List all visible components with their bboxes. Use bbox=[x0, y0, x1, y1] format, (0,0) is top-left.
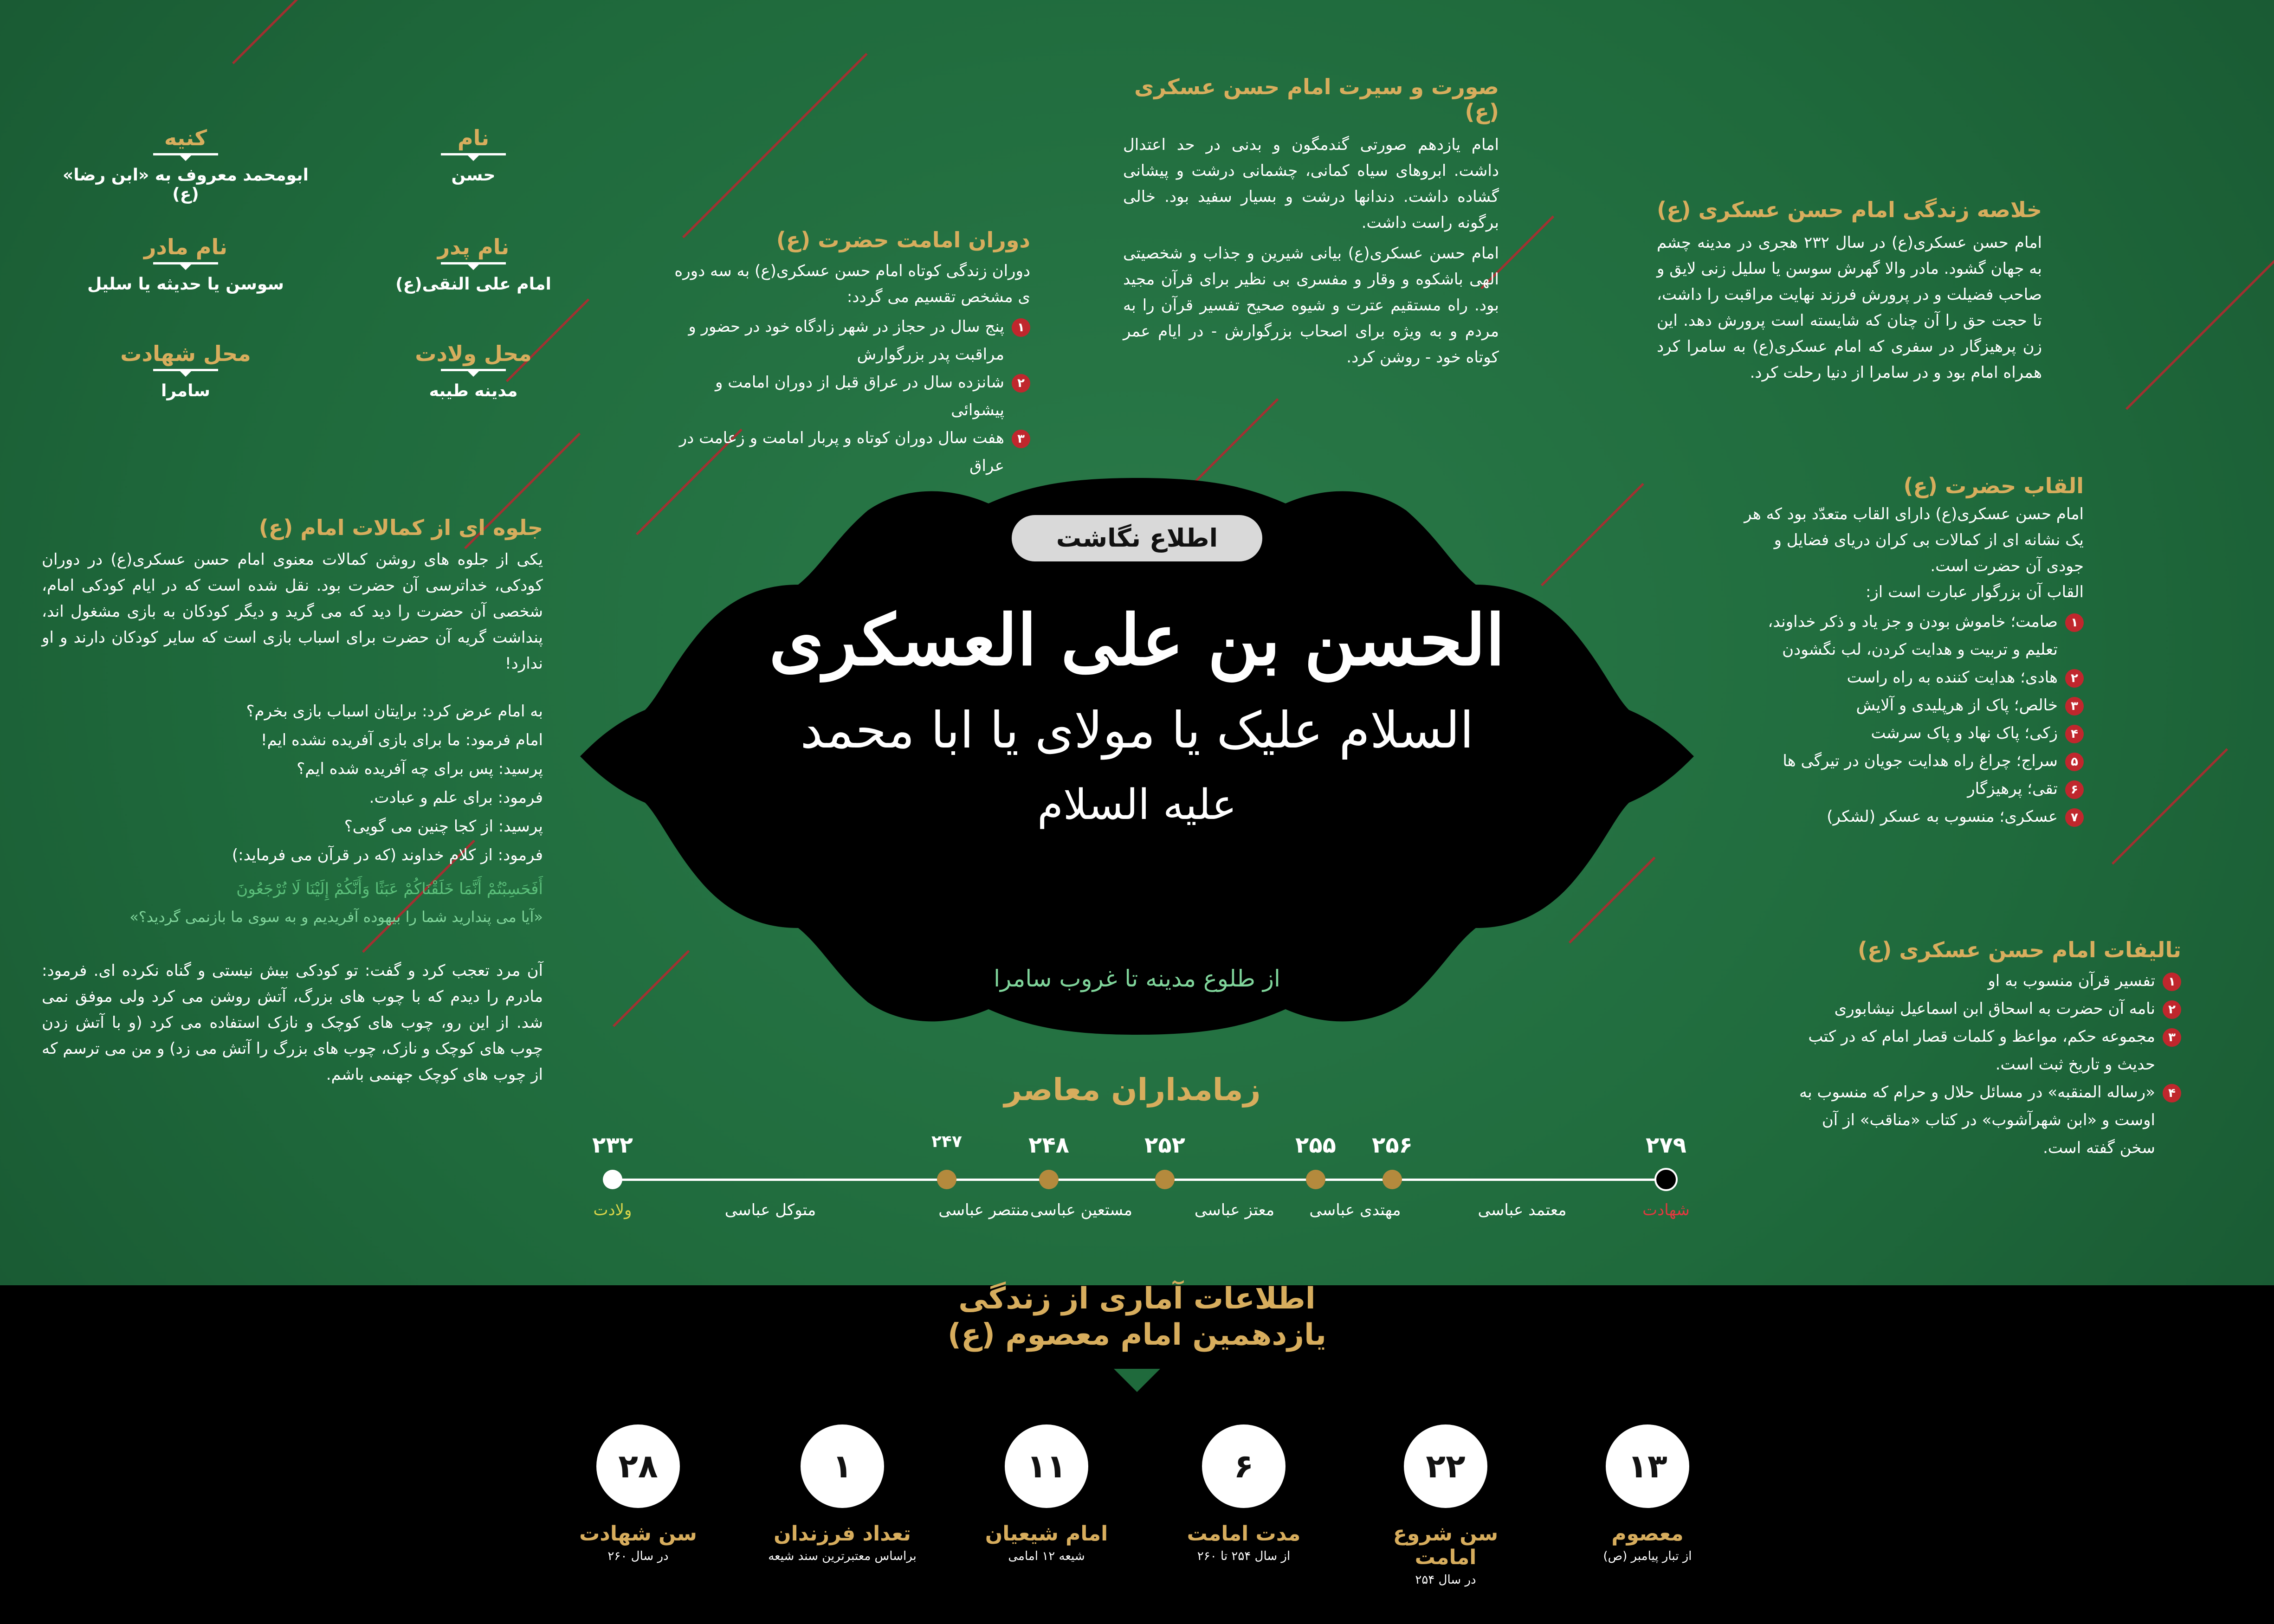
info-label: محل ولادت bbox=[415, 341, 532, 366]
list-item bbox=[1782, 1023, 2181, 1078]
list-item-text: تفسیر قرآن منسوب به او bbox=[1988, 972, 2155, 990]
timeline-year: ۲۵۲ bbox=[1144, 1132, 1185, 1158]
list-item-text: نامه آن حضرت به اسحاق ابن اسماعیل نیشابوری bbox=[1834, 999, 2155, 1018]
number-badge: ۱ bbox=[1012, 318, 1030, 337]
timeline-line bbox=[613, 1179, 1666, 1181]
list-item-text: عسکری؛ منسوب به عسکر (لشکر) bbox=[1827, 807, 2058, 826]
number-badge: ۲ bbox=[1012, 374, 1030, 393]
list-item-text: زکی؛ پاک نهاد و پاک سرشت bbox=[1871, 724, 2058, 742]
dialogue-line: به امام عرض کرد: برایتان اسباب بازی بخرم؟ bbox=[246, 702, 543, 721]
dialogue-line: فرمود: از کلام خداوند (که در قرآن می فرماید:) bbox=[232, 846, 543, 864]
info-underline bbox=[441, 153, 506, 155]
list-item-text: شانزده سال در عراق قبل از دوران امامت و پیشوائی bbox=[715, 373, 1004, 419]
section-paragraph: امام حسن عسکری(ع) دارای القاب متعدّد بود که هر یک نشانه ای از کمالات بی کران دریای فضایل و جودی آن حضرت است. bbox=[1744, 505, 2084, 575]
timeline-ruler-name: مستعین عباسی bbox=[1030, 1201, 1132, 1219]
number-badge: ۶ bbox=[2065, 780, 2084, 799]
stat-value: ۶ bbox=[1202, 1424, 1286, 1508]
summary-section bbox=[1657, 197, 2042, 386]
calligraphy-line: الحسن بن علی العسکری bbox=[769, 599, 1505, 681]
timeline-title: زمامداران معاصر bbox=[1004, 1072, 1261, 1108]
stat-value: ۱۱ bbox=[1005, 1424, 1088, 1508]
info-birthplace bbox=[394, 341, 552, 400]
timeline-year: ۲۳۲ bbox=[592, 1132, 633, 1158]
works-section bbox=[1782, 937, 2181, 1162]
info-mother bbox=[65, 234, 306, 294]
titles-section bbox=[1740, 473, 2084, 831]
titles-list bbox=[1740, 608, 2084, 831]
number-badge: ۳ bbox=[2163, 1028, 2181, 1047]
list-item bbox=[1740, 664, 2084, 691]
timeline-ruler-name: منتصر عباسی bbox=[938, 1201, 1029, 1219]
number-badge: ۷ bbox=[2065, 808, 2084, 827]
section-paragraph: امام حسن عسکری(ع) بیانی شیرین و جذاب و شخصیتی الهی باشکوه و وقار و مفسری بی نظیر برای قرآن مجید بود. راه مستقیم عترت و شیوه صحیح تفسیر قرآن را به مردم و به ویژه برای اصحاب بزرگوارش - در ایام عمر کوتاه خود - روشن کرد. bbox=[1123, 244, 1499, 367]
list-item bbox=[1782, 995, 2181, 1023]
list-item bbox=[659, 368, 1030, 424]
verse-translation: «آیا می پندارید شما را بیهوده آفریدیم و به سوی ما بازنمی گردید؟» bbox=[129, 908, 543, 926]
section-paragraph: یکی از جلوه های روشن کمالات معنوی امام حسن عسکری(ع) در دوران کودکی، خداترسی آن حضرت بود. نقل شده است که در ایام کودکی امام، شخصی آن حضرت را دید که می گرید و دیگر کودکان به بازی مشغول اند، پنداشت گریه آن حضرت برای اسباب بازی است که سایر کودکان دارند و او ندارد! bbox=[42, 550, 543, 673]
number-badge: ۱ bbox=[2065, 613, 2084, 632]
number-badge: ۲ bbox=[2163, 1000, 2181, 1019]
number-badge: ۱ bbox=[2163, 973, 2181, 991]
works-list bbox=[1782, 967, 2181, 1162]
timeline-node bbox=[1039, 1170, 1059, 1189]
info-label: کنیه bbox=[164, 125, 207, 150]
imamate-section bbox=[659, 227, 1030, 480]
stat-subtitle: شیعه ۱۲ امامی bbox=[1008, 1549, 1085, 1563]
decorative-slash bbox=[682, 53, 868, 238]
section-intro: دوران زندگی کوتاه امام حسن عسکری(ع) به سه دوره ی مشخص تقسیم می گردد: bbox=[674, 262, 1030, 306]
info-label: نام پدر bbox=[437, 234, 510, 259]
stat-value: ۱۳ bbox=[1606, 1424, 1689, 1508]
info-underline bbox=[441, 369, 506, 371]
section-paragraph: امام یازدهم صورتی گندمگون و بدنی در حد اعتدال داشت. ابروهای سیاه کمانی، چشمانی درشت و پیشانی گشاده داشت. دندانها درشت و بسیار سفید بود. خالی برگونه راست داشت. bbox=[1123, 135, 1499, 232]
timeline-node bbox=[603, 1170, 622, 1189]
list-item bbox=[659, 424, 1030, 480]
timeline-year: ۲۷۹ bbox=[1646, 1132, 1686, 1158]
stat-title: امام شیعیان bbox=[985, 1522, 1108, 1546]
list-item-text: تقی؛ پرهیزگار bbox=[1967, 780, 2058, 798]
timeline-node bbox=[1382, 1170, 1402, 1189]
info-father bbox=[385, 234, 562, 294]
info-value: امام علی النقی(ع) bbox=[395, 275, 551, 294]
info-underline bbox=[153, 153, 218, 155]
number-badge: ۴ bbox=[2065, 725, 2084, 743]
stat-item bbox=[968, 1424, 1125, 1563]
timeline-year: ۲۴۸ bbox=[1028, 1132, 1069, 1158]
list-item-text: صامت؛ خاموش بودن و جز یاد و ذکر خداوند، تعلیم و تربیت و هدایت کردن، لب نگشودن bbox=[1768, 612, 2058, 659]
list-item bbox=[1740, 691, 2084, 719]
center-badge-text: اطلاع نگاشت bbox=[1056, 523, 1218, 553]
number-badge: ۵ bbox=[2065, 753, 2084, 771]
stat-title: سن شهادت bbox=[579, 1522, 697, 1546]
dialogue-line: فرمود: برای علم و عبادت. bbox=[369, 788, 543, 807]
stats-title bbox=[882, 1281, 1392, 1353]
section-paragraph: امام حسن عسکری(ع) در سال ۲۳۲ هجری در مدینه چشم به جهان گشود. مادر والا گهرش سوسن یا سلیل زنی لایق و صاحب فضیلت و در پرورش فرزند نهایت مراقبت را داشت، تا حجت حق را آن چنان که شایسته است پرورش دهد. این زن پرهیزگار در سفری که امام عسکری(ع) به سامرا کرد همراه امام بود و در سامرا از دنیا رحلت کرد. bbox=[1657, 233, 2042, 382]
stat-subtitle: از تبار پیامبر (ص) bbox=[1603, 1549, 1692, 1563]
stats-notch bbox=[1114, 1369, 1160, 1392]
center-subtitle: از طلوع مدینه تا غروب سامرا bbox=[994, 965, 1280, 992]
stat-subtitle: در سال ۲۶۰ bbox=[607, 1549, 669, 1563]
section-title: القاب حضرت (ع) bbox=[1903, 473, 2084, 498]
section-title: صورت و سیرت امام حسن عسکری (ع) bbox=[1134, 74, 1499, 124]
appearance-section bbox=[1123, 74, 1499, 370]
info-value: سوسن یا حدیثه یا سلیل bbox=[87, 275, 284, 294]
list-item bbox=[1740, 608, 2084, 664]
calligraphy-line: السلام علیک یا مولای یا ابا محمد bbox=[800, 702, 1474, 760]
stat-title: سن شروع امامت bbox=[1393, 1522, 1499, 1569]
quran-verse: أَفَحَسِبْتُمْ أَنَّمَا خَلَقْنَاكُمْ عَبَثًا وَأَنَّكُمْ إِلَيْنَا لَا تُرْجَعُونَ bbox=[236, 880, 543, 898]
info-value: سامرا bbox=[161, 381, 210, 400]
list-item bbox=[1740, 719, 2084, 747]
timeline-ruler-name: مهتدی عباسی bbox=[1309, 1201, 1401, 1219]
virtues-section bbox=[42, 515, 543, 1088]
dialogue-line: پرسید: از کجا چنین می گویی؟ bbox=[344, 817, 543, 836]
info-underline bbox=[441, 262, 506, 264]
decorative-slash bbox=[232, 0, 385, 64]
timeline-node bbox=[1155, 1170, 1175, 1189]
timeline-start-label: ولادت bbox=[593, 1201, 632, 1219]
stat-item bbox=[1569, 1424, 1726, 1563]
list-item-text: سراج؛ چراغ راه هدایت جویان در تیرگی ها bbox=[1783, 752, 2058, 770]
stat-title: تعداد فرزندان bbox=[774, 1522, 911, 1546]
info-martyrdom-place bbox=[102, 341, 269, 400]
decorative-slash bbox=[2125, 254, 2274, 410]
info-label: نام مادر bbox=[143, 234, 228, 259]
info-label: محل شهادت bbox=[120, 341, 251, 366]
number-badge: ۲ bbox=[2065, 669, 2084, 688]
list-item bbox=[659, 313, 1030, 368]
info-value: مدینه طیبه bbox=[429, 381, 518, 400]
calligraphy-line: علیه السلام bbox=[1037, 780, 1237, 829]
list-item-text: هادی؛ هدایت کننده به راه راست bbox=[1847, 668, 2058, 687]
stats-title-line: اطلاعات آماری از زندگی bbox=[958, 1282, 1316, 1316]
list-item bbox=[1782, 1078, 2181, 1162]
dialogue bbox=[42, 697, 543, 870]
timeline-ruler-name: معتمد عباسی bbox=[1478, 1201, 1567, 1219]
info-underline bbox=[153, 369, 218, 371]
timeline-node bbox=[937, 1170, 956, 1189]
info-value: حسن bbox=[451, 166, 496, 185]
list-item-text: «رساله المنقبه» در مسائل حلال و حرام که منسوب به اوست و «ابن شهرآشوب» در کتاب «مناقب» از آن سخن گفته است. bbox=[1799, 1083, 2155, 1157]
stat-subtitle: براساس معتبرترین سند شیعه bbox=[768, 1549, 917, 1563]
imamate-list bbox=[659, 313, 1030, 480]
timeline-year: ۲۵۶ bbox=[1372, 1132, 1413, 1158]
stat-value: ۱ bbox=[801, 1424, 884, 1508]
section-paragraph: آن مرد تعجب کرد و گفت: تو کودکی بیش نیستی و گناه نکرده ای. فرمود: مادرم را دیدم که با چوب های بزرگ، آتش روشن می کرد ولی موفق نمی شد. از این رو، چوب های کوچک و نازک استفاده می کرد (و با آتش زدن چوب های کوچک و نازک، چوب های بزرگ را آتش می زد) و من می ترسم که از چوب های کوچک جهنمی باشم. bbox=[42, 961, 543, 1084]
section-paragraph: القاب آن بزرگوار عبارت است از: bbox=[1865, 583, 2084, 601]
center-badge bbox=[1012, 515, 1262, 561]
stat-subtitle: در سال ۲۵۴ bbox=[1415, 1573, 1476, 1587]
timeline-year: ۲۴۷ bbox=[931, 1132, 962, 1151]
list-item-text: پنج سال در حجاز در شهر زادگاه خود در حضور و مراقبت پدر بزرگوارش bbox=[688, 317, 1004, 364]
info-label: نام bbox=[457, 125, 490, 150]
list-item-text: مجموعه حکم، مواعظ و کلمات قصار امام که در کتب حدیث و تاریخ ثبت است. bbox=[1808, 1027, 2155, 1074]
timeline-year: ۲۵۵ bbox=[1295, 1132, 1336, 1158]
list-item bbox=[1740, 775, 2084, 803]
dialogue-line: امام فرمود: ما برای بازی آفریده نشده ایم! bbox=[260, 731, 543, 749]
stat-item bbox=[559, 1424, 717, 1563]
stat-value: ۲۸ bbox=[596, 1424, 680, 1508]
timeline-node bbox=[1654, 1168, 1678, 1191]
stat-item bbox=[763, 1424, 921, 1563]
section-title: دوران امامت حضرت (ع) bbox=[776, 227, 1030, 252]
number-badge: ۳ bbox=[1012, 430, 1030, 448]
list-item-text: خالص؛ پاک از هرپلیدی و آلایش bbox=[1856, 696, 2058, 715]
stat-item bbox=[1165, 1424, 1323, 1563]
timeline-ruler-name: متوکل عباسی bbox=[724, 1201, 816, 1219]
list-item-text: هفت سال دوران کوتاه و پربار امامت و زعامت در عراق bbox=[679, 429, 1004, 475]
timeline-ruler-name: معتز عباسی bbox=[1194, 1201, 1275, 1219]
stats-title-line: یازدهمین امام معصوم (ع) bbox=[947, 1318, 1327, 1352]
number-badge: ۴ bbox=[2163, 1084, 2181, 1102]
info-kunya bbox=[46, 125, 325, 204]
list-item bbox=[1740, 747, 2084, 775]
stat-title: مدت امامت bbox=[1187, 1522, 1301, 1546]
section-title: تالیفات امام حسن عسکری (ع) bbox=[1857, 937, 2181, 962]
stat-value: ۲۲ bbox=[1404, 1424, 1487, 1508]
info-underline bbox=[153, 262, 218, 264]
timeline-end-label: شهادت bbox=[1642, 1201, 1690, 1219]
stat-subtitle: از سال ۲۵۴ تا ۲۶۰ bbox=[1197, 1549, 1291, 1563]
timeline-node bbox=[1306, 1170, 1325, 1189]
info-name bbox=[394, 125, 552, 185]
stat-item bbox=[1367, 1424, 1525, 1587]
calligraphy bbox=[705, 571, 1569, 914]
list-item bbox=[1782, 967, 2181, 995]
section-title: جلوه ای از کمالات امام (ع) bbox=[258, 515, 543, 540]
number-badge: ۳ bbox=[2065, 697, 2084, 715]
info-value: ابومحمد معروف به «ابن رضا» (ع) bbox=[62, 166, 309, 204]
decorative-slash bbox=[2112, 748, 2228, 865]
list-item bbox=[1740, 803, 2084, 831]
dialogue-line: پرسید: پس برای چه آفریده شده ایم؟ bbox=[297, 760, 543, 778]
section-title: خلاصه زندگی امام حسن عسکری (ع) bbox=[1657, 197, 2042, 222]
stat-title: معصوم bbox=[1611, 1522, 1684, 1546]
